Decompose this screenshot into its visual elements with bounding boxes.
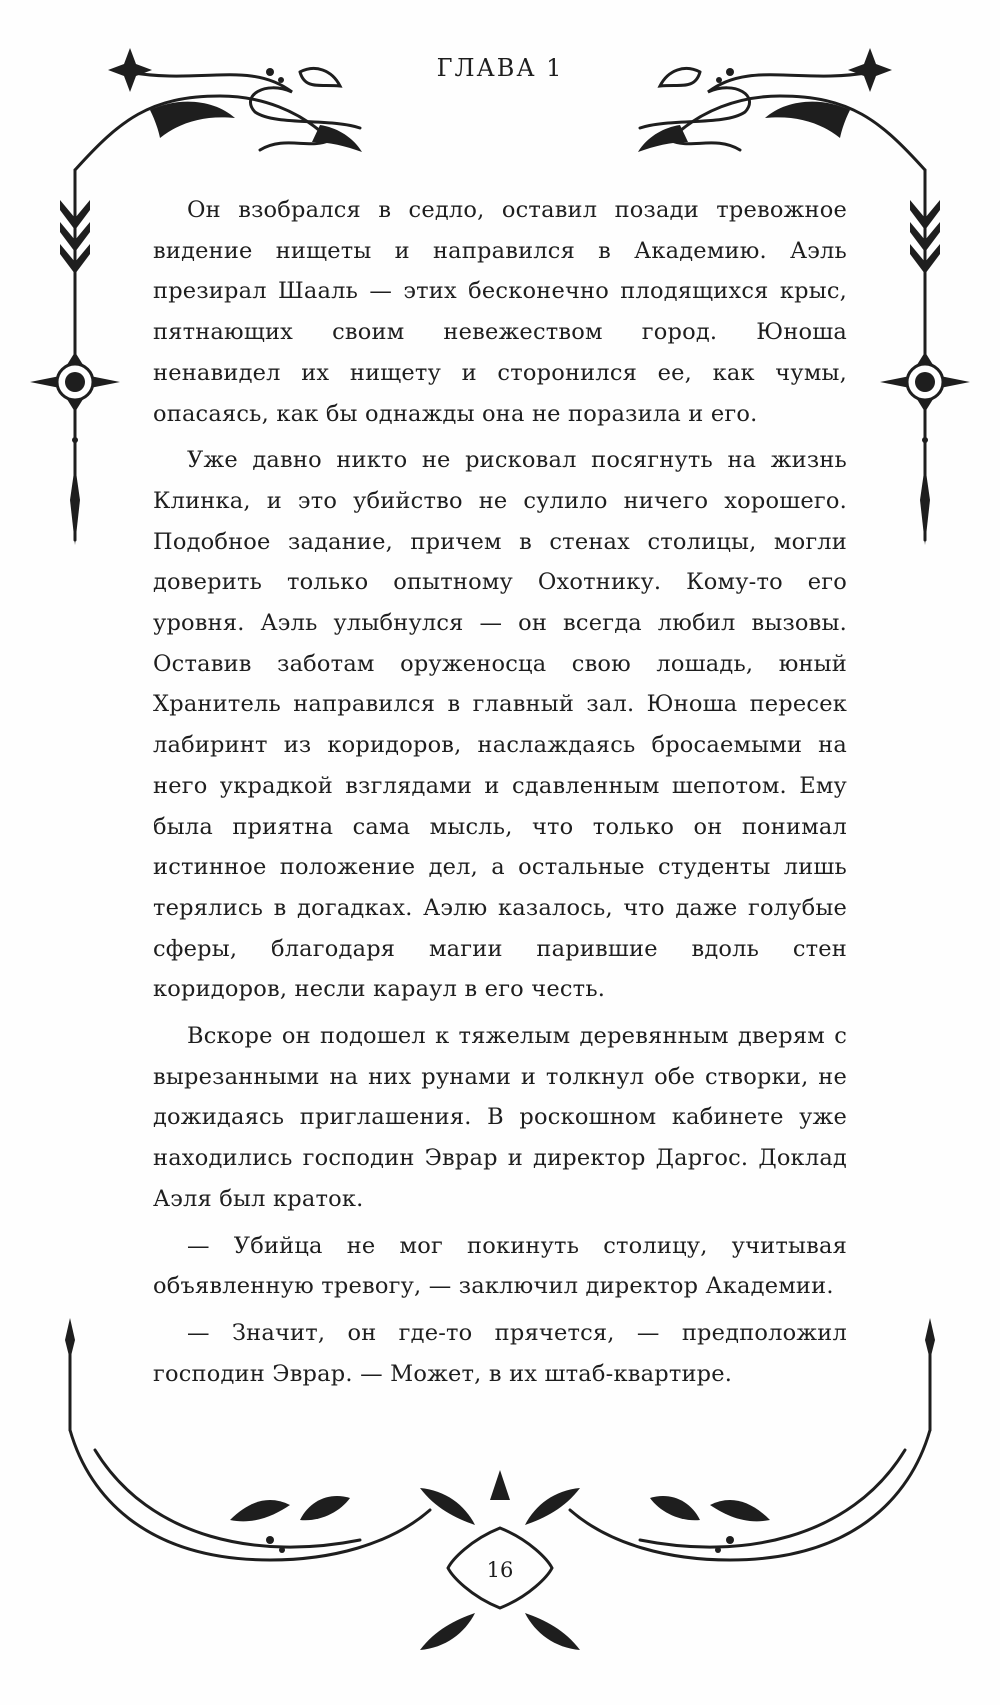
chapter-body-text [153,190,847,1394]
paragraph: — Значит, он где-то прячется, — предположил господин Эврар. — Может, в их штаб-квартире. [153,1319,847,1387]
paragraph: Вскоре он подошел к тяжелым деревянным дверям с вырезанными на них рунами и толкнул обе створки, не дожидаясь приглашения. В роскошном кабинете уже находились господин Эврар и директор Даргос. Доклад Аэля был краток. [153,1023,847,1212]
paragraph: — Убийца не мог покинуть столицу, учитывая объявленную тревогу, — заключил директор Академии. [153,1232,847,1300]
paragraph: Он взобрался в седло, оставил позади тревожное видение нищеты и направился в Академию. Аэль презирал Шааль — этих бесконечно плодящихся крыс, пятнающих своим невежеством город. Юноша ненавидел их нищету и сторонился ее, как чумы, опасаясь, как бы однажды она не поразила и его. [153,197,847,427]
paragraph: Уже давно никто не рисковал посягнуть на жизнь Клинка, и это убийство не сулило ничего хорошего. Подобное задание, причем в стенах столицы, могли доверить только опытному Охотнику. Кому-то его уровня. Аэль улыбнулся — он всегда любил вызовы. Оставив заботам оруженосца свою лошадь, юный Хранитель направился в главный зал. Юноша пересек лабиринт из коридоров, наслаждаясь бросаемыми на него украдкой взглядами и сдавленным шепотом. Ему была приятна сама мысль, что только он понимал истинное положение дел, а остальные студенты лишь терялись в догадках. Аэлю казалось, что даже голубые сферы, благодаря магии парившие вдоль стен коридоров, несли караул в его честь. [153,447,847,1003]
chapter-title: ГЛАВА 1 [436,54,564,82]
page-number: 16 [486,1558,514,1582]
